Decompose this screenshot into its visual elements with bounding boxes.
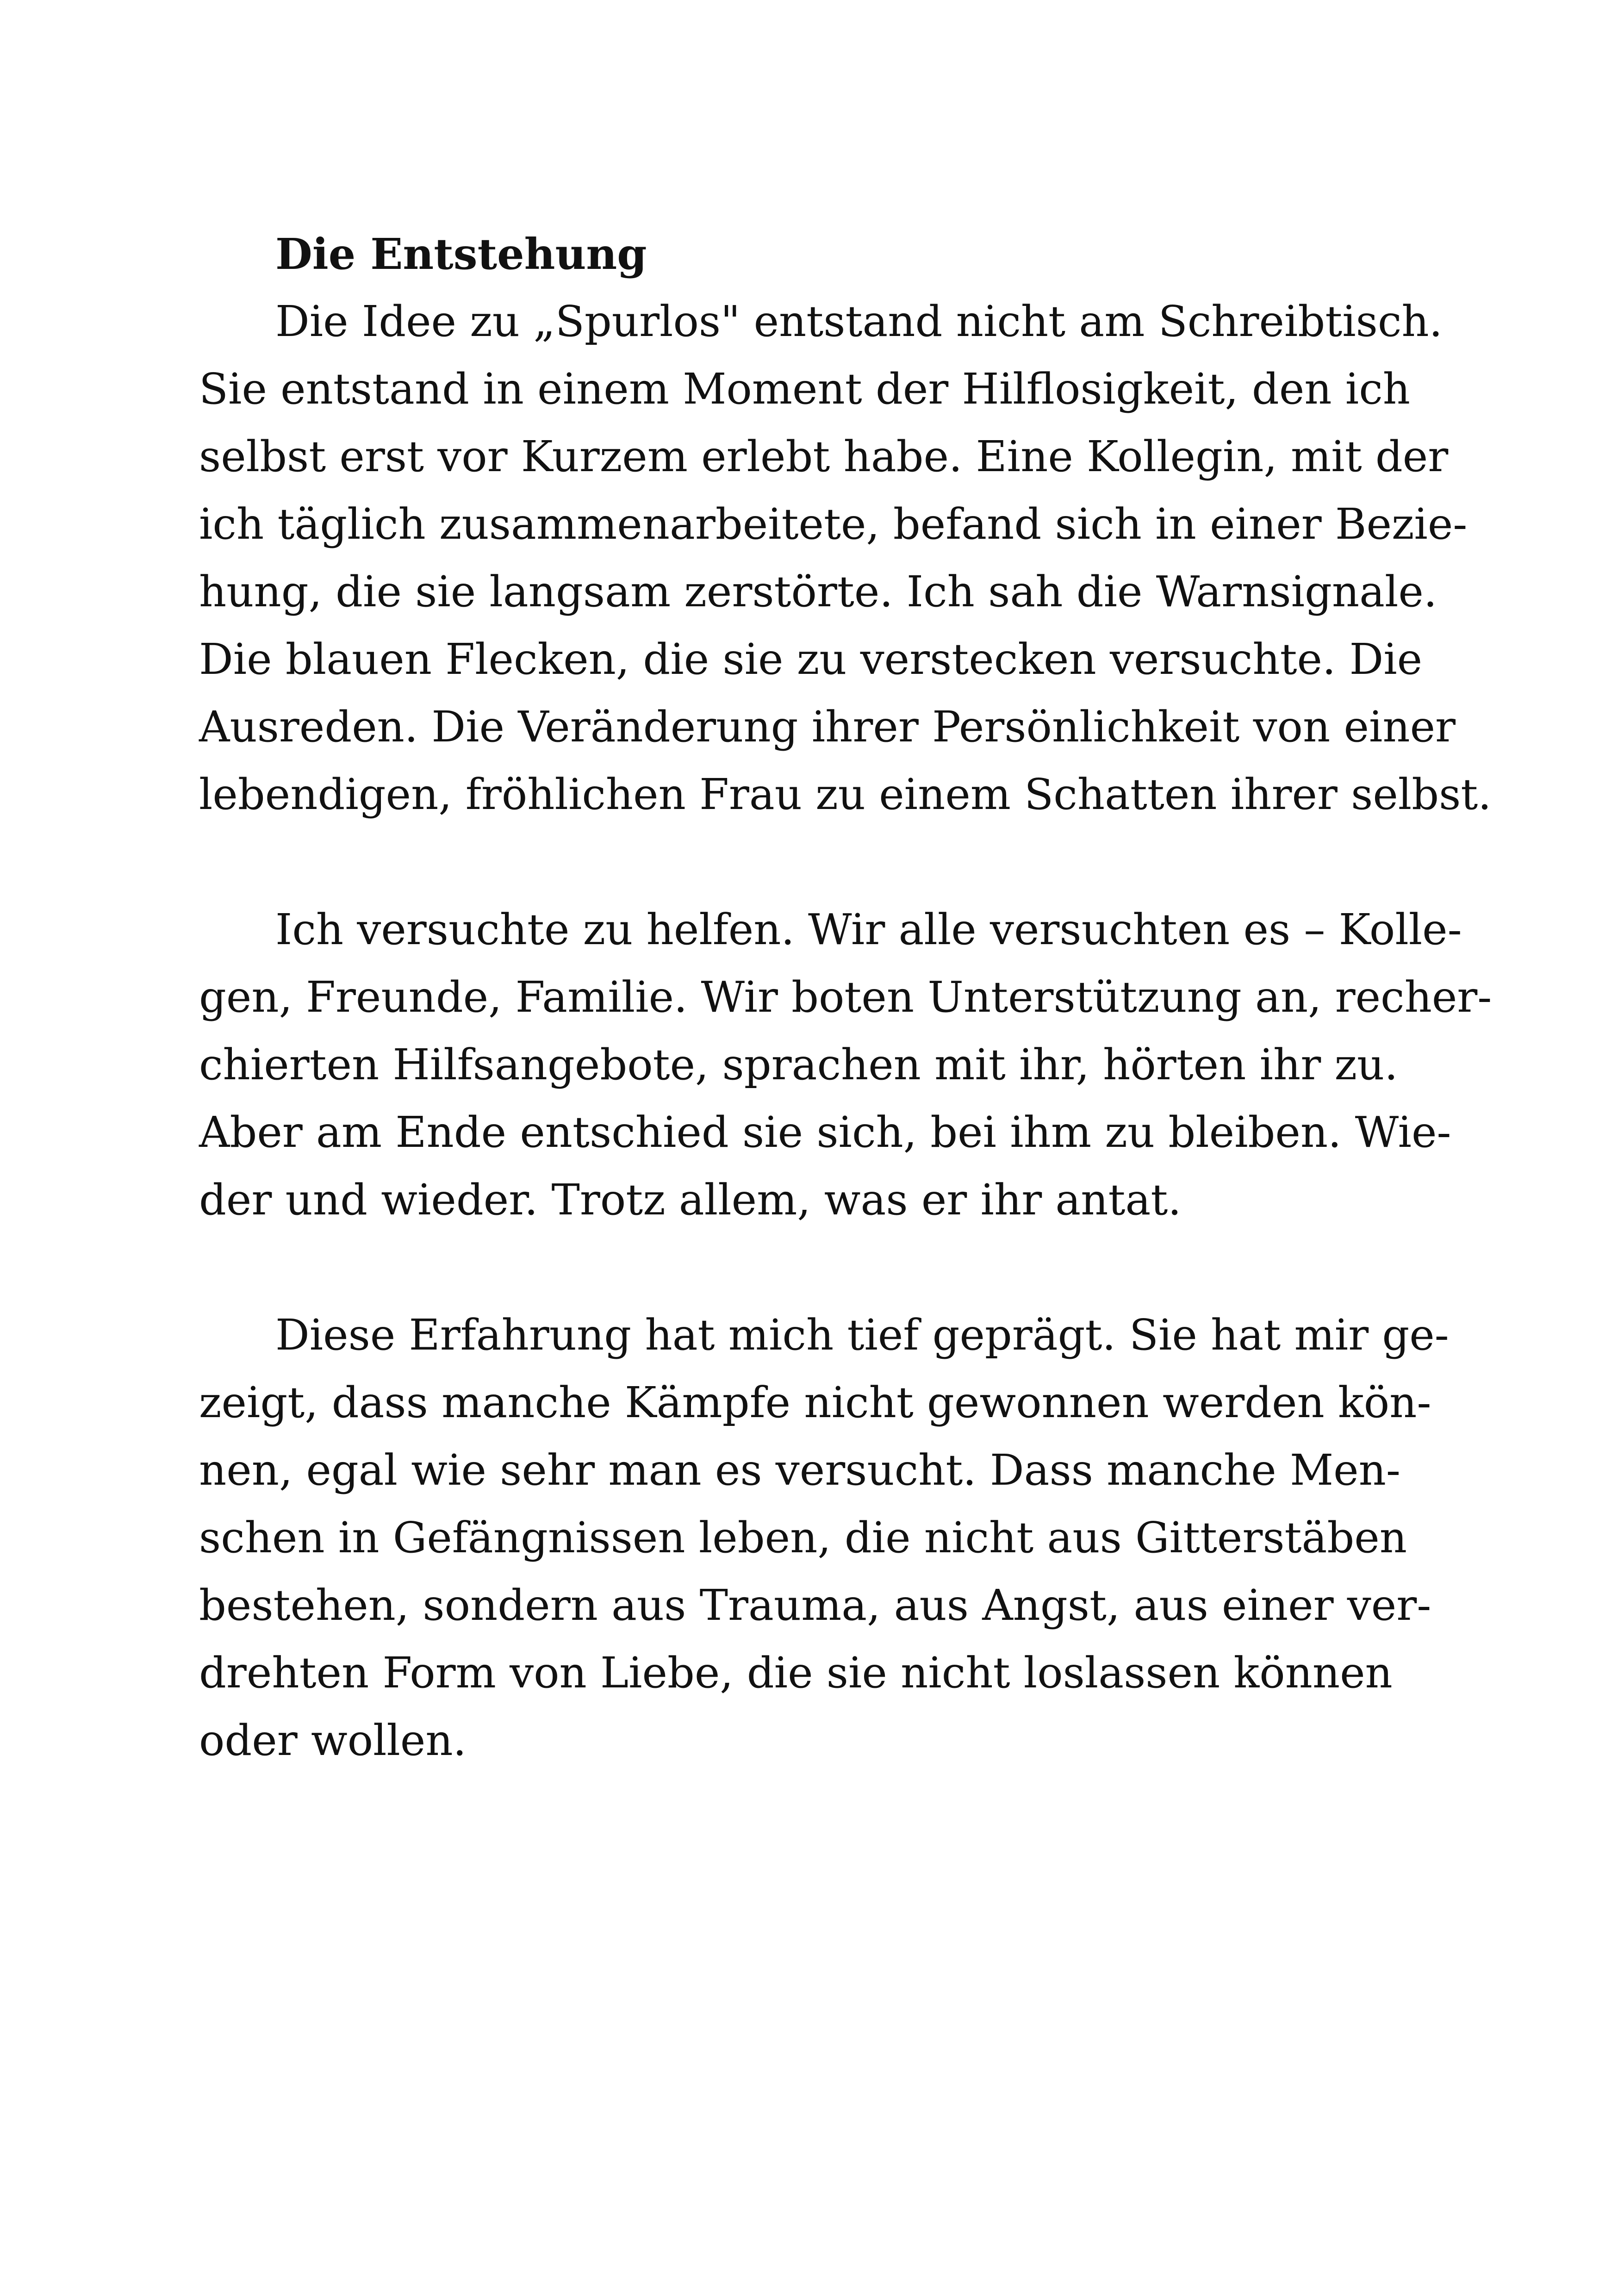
paragraph-line: zeigt, dass manche Kämpfe nicht gewonnen werden kön- (199, 1378, 1431, 1427)
text-block (199, 220, 1492, 1774)
paragraph-line: Diese Erfahrung hat mich tief geprägt. Sie hat mir ge- (275, 1310, 1449, 1360)
paragraph-line: Die Idee zu „Spurlos" entstand nicht am Schreibtisch. (275, 297, 1443, 346)
paragraph-1 (199, 288, 1492, 828)
paragraph-line: hung, die sie langsam zerstörte. Ich sah die Warnsignale. (199, 567, 1438, 616)
paragraph-spacer (199, 828, 1449, 896)
section-heading: Die Entstehung (275, 229, 647, 279)
paragraph-line: chierten Hilfsangebote, sprachen mit ihr, hörten ihr zu. (199, 1040, 1398, 1089)
paragraph-line: der und wieder. Trotz allem, was er ihr antat. (199, 1175, 1182, 1225)
paragraph-line: Die blauen Flecken, die sie zu verstecken versuchte. Die (199, 635, 1423, 684)
paragraph-line: Aber am Ende entschied sie sich, bei ihm zu bleiben. Wie- (199, 1108, 1451, 1157)
paragraph-3 (199, 1301, 1449, 1774)
paragraph-spacer (199, 1234, 1449, 1301)
paragraph-line: ich täglich zusammenarbeitete, befand sich in einer Bezie- (199, 499, 1468, 549)
paragraph-line: selbst erst vor Kurzem erlebt habe. Eine Kollegin, mit der (199, 432, 1449, 481)
paragraph-line: bestehen, sondern aus Trauma, aus Angst, aus einer ver- (199, 1580, 1431, 1630)
paragraph-line: oder wollen. (199, 1716, 467, 1765)
paragraph-2 (199, 896, 1492, 1234)
paragraph-line: drehten Form von Liebe, die sie nicht loslassen können (199, 1648, 1393, 1698)
paragraph-line: gen, Freunde, Familie. Wir boten Unterstützung an, recher- (199, 972, 1492, 1022)
paragraph-line: Ausreden. Die Veränderung ihrer Persönlichkeit von einer (199, 702, 1456, 752)
paragraph-line: Ich versuchte zu helfen. Wir alle versuchten es – Kolle- (275, 905, 1462, 954)
paragraph-line: lebendigen, fröhlichen Frau zu einem Schatten ihrer selbst. (199, 770, 1492, 819)
paragraph-line: schen in Gefängnissen leben, die nicht aus Gitterstäben (199, 1513, 1407, 1562)
paragraph-line: nen, egal wie sehr man es versucht. Dass manche Men- (199, 1445, 1400, 1495)
paragraph-line: Sie entstand in einem Moment der Hilflosigkeit, den ich (199, 364, 1410, 414)
